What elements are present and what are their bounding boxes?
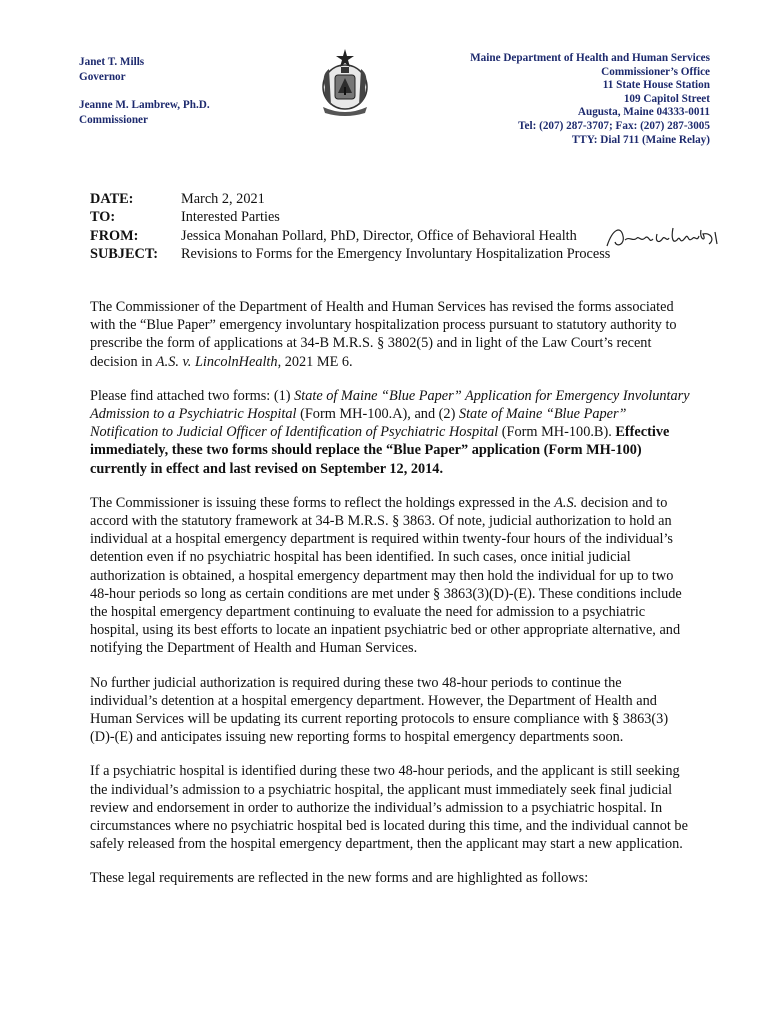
- to-label: TO:: [90, 209, 116, 226]
- commissioner-title: Commissioner: [79, 113, 148, 126]
- effective-notice: Effective immediately, these two forms should replace the “Blue Paper” application (Form MH-100) currently in effect and last revised on September 12, 2014.: [90, 424, 670, 477]
- department-address: [470, 52, 710, 147]
- governor-name: Janet T. Mills: [79, 56, 145, 68]
- subject-label: SUBJECT:: [90, 246, 159, 263]
- address-line: TTY: Dial 711 (Maine Relay): [571, 133, 710, 146]
- address-line: Tel: (207) 287-3707; Fax: (207) 287-3005: [518, 119, 710, 132]
- memo-date-row: [90, 190, 610, 208]
- address-line: Maine Department of Health and Human Services: [470, 52, 710, 64]
- p1-text: The Commissioner of the Department of Health and Human Services has revised the forms associated with the “Blue Paper” emergency involuntary hospitalization process pursuant to statutory authority to prescribe the form of applications at 34-B M.R.S. § 3802(5) and in light of the Law Court’s recent decision in: [90, 299, 677, 370]
- p3-text: The Commissioner is issuing these forms to reflect the holdings expressed in the: [90, 494, 555, 511]
- commissioner-name: Jeanne M. Lambrew, Ph.D.: [79, 99, 210, 111]
- date-value: March 2, 2021: [181, 191, 265, 207]
- state-seal-icon: [311, 47, 379, 117]
- paragraph-1: [90, 298, 690, 371]
- address-line: 11 State House Station: [602, 79, 710, 92]
- p3-text-b: decision and to accord with the statutory framework at 34-B M.R.S. § 3863. Of note, judicial authorization to hold an individual at a hospital emergency department is required within twenty-four hours of the individual’s detention even if no psychiatric hospital has been identified. In such cases, once initial judicial authorization is obtained, a hospital emergency department may then hold the individual for up to two 48-hour periods so long as certain conditions are met under § 3863(3)(D)-(E). These conditions include the hospital emergency department continuing to evaluate the need for admission to a psychiatric hospital, using its best efforts to locate an inpatient psychiatric bed or other appropriate alternative, and notifying the Department of Health and Human Services.: [90, 494, 682, 657]
- memo-to-row: [90, 208, 610, 226]
- form-b-title: State of Maine “Blue Paper” Notification to Judicial Officer of Identification of Psychiatric Hospital: [90, 406, 627, 441]
- p2-text-c: (Form MH-100.B).: [498, 424, 616, 441]
- p2-text-b: (Form MH-100.A), and (2): [296, 406, 459, 423]
- signature-icon: [603, 222, 723, 252]
- officials-block: [79, 55, 210, 127]
- form-a-title: State of Maine “Blue Paper” Application for Emergency Involuntary Admission to a Psychiatric Hospital: [90, 387, 690, 423]
- from-label: FROM:: [90, 227, 139, 244]
- address-line: 109 Capitol Street: [623, 92, 710, 105]
- address-line: Commissioner’s Office: [601, 65, 710, 78]
- paragraph-3: [90, 494, 690, 658]
- memo-from-row: [90, 227, 610, 245]
- governor-title: Governor: [79, 70, 126, 83]
- memo-subject-row: [90, 245, 610, 263]
- p1-citation: , 2021 ME 6.: [277, 353, 353, 370]
- address-line: Augusta, Maine 04333-0011: [577, 106, 710, 119]
- case-name: A.S. v. LincolnHealth: [155, 353, 278, 370]
- memo-header: [90, 190, 610, 264]
- to-value: Interested Parties: [181, 209, 280, 226]
- subject-value: Revisions to Forms for the Emergency Involuntary Hospitalization Process: [181, 246, 611, 263]
- from-value: Jessica Monahan Pollard, PhD, Director, Office of Behavioral Health: [181, 227, 577, 244]
- paragraph-2: [90, 387, 690, 478]
- letter-body: [90, 298, 690, 904]
- date-label: DATE:: [90, 191, 134, 207]
- paragraph-4: No further judicial authorization is required during these two 48-hour periods to continue the individual’s detention at a hospital emergency department. However, the Department of Health and Human Services will be updating its current reporting protocols to ensure compliance with § 3863(3)(D)-(E) and anticipates issuing new reporting forms to hospital emergency departments soon.: [90, 674, 669, 746]
- paragraph-5: If a psychiatric hospital is identified during these two 48-hour periods, and the applicant is still seeking the individual’s admission to a psychiatric hospital, the applicant must immediately seek final judicial review and endorsement in order to authorize the individual’s admission to a psychiatric hospital. In circumstances where no psychiatric hospital bed is located during this time, and the individual cannot be safely released from the hospital emergency department, then the applicant may start a new application.: [90, 763, 688, 853]
- paragraph-6: These legal requirements are reflected in the new forms and are highlighted as follows:: [90, 870, 589, 887]
- p2-text: Please find attached two forms: (1): [90, 387, 295, 404]
- case-short-name: A.S.: [554, 494, 578, 511]
